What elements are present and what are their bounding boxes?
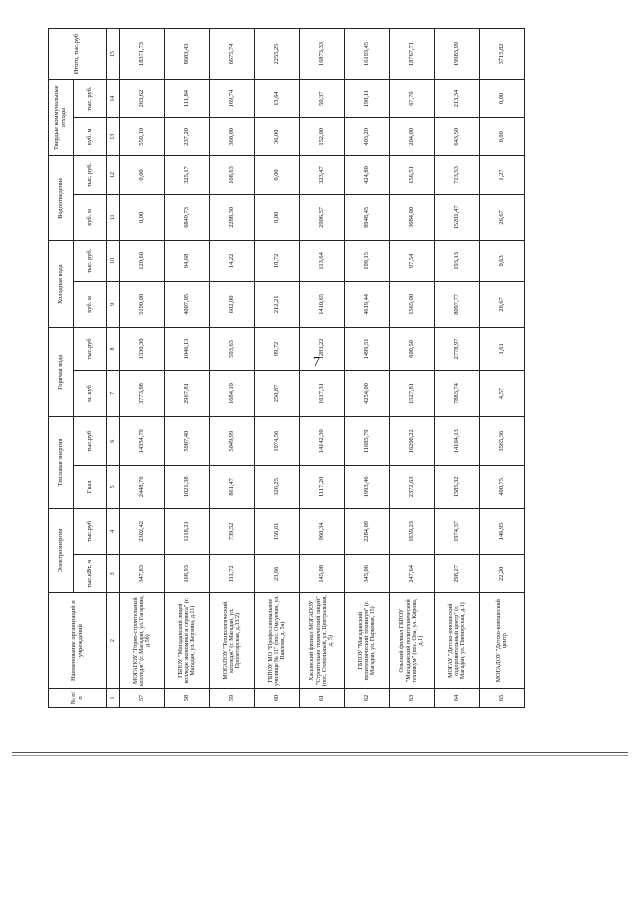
value-cell: 263,62 [120, 79, 165, 117]
column-number: 15 [107, 29, 120, 80]
value-cell: 168,93 [165, 555, 210, 593]
value-cell: 23,66 [255, 555, 300, 593]
value-cell: 6675,74 [210, 29, 255, 80]
column-number: 7 [107, 370, 120, 417]
value-cell: 16873,33 [300, 29, 345, 80]
value-cell: 3715,82 [480, 29, 525, 80]
value-cell: 111,84 [165, 79, 210, 117]
organization-name: ГБПОУ "Магаданский лицей колледж экономики и сервиса" (г. Магадан, ул. Берзина, д.11) [165, 593, 210, 688]
value-cell: 4254,00 [345, 370, 390, 417]
value-cell: 2372,63 [390, 466, 435, 508]
value-cell: 204,00 [390, 118, 435, 156]
row-number: 64 [435, 688, 480, 707]
value-cell: 739,52 [210, 508, 255, 555]
value-cell: 8948,45 [345, 194, 390, 241]
value-cell: 2778,97 [435, 328, 480, 370]
value-cell: 600,50 [390, 328, 435, 370]
value-cell: 8097,77 [435, 281, 480, 328]
value-cell: 1117,20 [300, 466, 345, 508]
value-cell: 13,64 [255, 79, 300, 117]
header-sewerage: Водоотведение [49, 156, 74, 241]
value-cell: 5190,00 [120, 281, 165, 328]
value-cell: 113,64 [300, 241, 345, 281]
subheader-cell: тыс.руб [74, 328, 107, 370]
value-cell: 2448,76 [120, 466, 165, 508]
value-cell: 6849,73 [165, 194, 210, 241]
organization-name: МОГАДОУ "Детско-юношеский центр [480, 593, 525, 688]
column-number: 12 [107, 156, 120, 194]
value-cell: 212,21 [255, 281, 300, 328]
header-cold-water: Холодная вода [49, 241, 74, 328]
value-cell: 325,17 [165, 156, 210, 194]
page-number: 7 [313, 355, 320, 370]
value-cell: 36,00 [255, 118, 300, 156]
organization-name: МОГАПОУ "Технологический колледж" (г. Магадан, ул. Пролетарская, д.33/2) [210, 593, 255, 688]
value-cell: 1617,31 [300, 370, 345, 417]
value-cell: 0,00 [480, 118, 525, 156]
subheader-cell: тыс.руб [74, 508, 107, 555]
value-cell: 424,80 [345, 156, 390, 194]
value-cell: 50,37 [300, 79, 345, 117]
value-cell: 713,53 [435, 156, 480, 194]
value-cell: 99,72 [255, 328, 300, 370]
page-rule-faint [12, 755, 628, 756]
row-number: 58 [165, 688, 210, 707]
table-row [210, 29, 255, 708]
value-cell: 4,57 [480, 370, 525, 417]
row-number: 63 [390, 688, 435, 707]
table-row [120, 29, 165, 708]
value-cell: 14354,79 [120, 417, 165, 466]
utilities-table [48, 28, 525, 708]
value-cell: 120,60 [120, 241, 165, 281]
value-cell: 643,50 [435, 118, 480, 156]
value-cell: 2288,30 [210, 194, 255, 241]
value-cell: 3565,36 [480, 417, 525, 466]
header-heat: Тепловая энергия [49, 417, 74, 508]
header-name: Наименование организаций и учреждений [49, 593, 107, 688]
organization-name: Ольский филиал ГБПОУ "Магаданский политехнический техникум" (пос. Ола, ул. Кирова, д.1) [390, 593, 435, 688]
value-cell: 1974,56 [255, 417, 300, 466]
value-cell: 14,22 [210, 241, 255, 281]
value-cell: 19983,99 [435, 29, 480, 80]
value-cell: 97,54 [390, 241, 435, 281]
value-cell: 156,51 [390, 156, 435, 194]
subheader-cell: куб. м [74, 281, 107, 328]
table-row [480, 29, 525, 708]
subheader-cell: куб. м [74, 194, 107, 241]
value-cell: 108,63 [210, 156, 255, 194]
value-cell: 5049,99 [210, 417, 255, 466]
organization-name: МОГАУ "Детско-юношеский оздоровительный центр" (г. Магадан, ул. Пионерская, д.1) [435, 593, 480, 688]
column-number: 10 [107, 241, 120, 281]
value-cell: 18767,71 [390, 29, 435, 80]
row-number: 62 [345, 688, 390, 707]
value-cell: 1,27 [480, 156, 525, 194]
column-number: 13 [107, 118, 120, 156]
value-cell: 213,34 [435, 79, 480, 117]
column-number: 4 [107, 508, 120, 555]
subheader-cell: тыс. руб. [74, 156, 107, 194]
value-cell: 193,13 [435, 241, 480, 281]
subheader-cell: Гкал [74, 466, 107, 508]
column-number: 2 [107, 593, 120, 688]
organization-name: ГБПОУ МО "Профессиональное училище № 11" (пос. Омсукчан, ул. Павлова, д. 5а) [255, 593, 300, 688]
value-cell: 4619,44 [345, 281, 390, 328]
value-cell: 602,00 [210, 281, 255, 328]
row-number: 65 [480, 688, 525, 707]
value-cell: 1565,00 [390, 281, 435, 328]
value-cell: 1330,30 [120, 328, 165, 370]
column-number: 3 [107, 555, 120, 593]
subheader-cell: тыс. руб. [74, 79, 107, 117]
organization-name: Хасынский филиал МОГАПОУ "Строительно технический лицей" (пос. Стекольный, ул. Центральная, д. 5) [300, 593, 345, 688]
value-cell: 146,95 [480, 508, 525, 555]
value-cell: 8683,43 [165, 29, 210, 80]
row-number: 59 [210, 688, 255, 707]
value-cell: 1974,37 [435, 508, 480, 555]
value-cell: 1639,23 [390, 508, 435, 555]
subheader-cell: тыс. руб. [74, 241, 107, 281]
value-cell: 18371,73 [120, 29, 165, 80]
value-cell: 403,20 [345, 118, 390, 156]
column-number: 1 [107, 688, 120, 707]
value-cell: 7883,74 [435, 370, 480, 417]
value-cell: 400,75 [480, 466, 525, 508]
value-cell: 2255,25 [255, 29, 300, 80]
header-electricity: Электроэнергия [49, 508, 74, 593]
row-number: 57 [120, 688, 165, 707]
row-number: 60 [255, 688, 300, 707]
value-cell: 3084,00 [390, 194, 435, 241]
value-cell: 1283,22 [300, 328, 345, 370]
value-cell: 0,00 [480, 79, 525, 117]
value-cell: 1499,51 [345, 328, 390, 370]
column-number: 9 [107, 281, 120, 328]
value-cell: 145,08 [300, 555, 345, 593]
value-cell: 345,06 [345, 555, 390, 593]
value-cell: 190,11 [345, 79, 390, 117]
value-cell: 323,47 [300, 156, 345, 194]
value-cell: 67,70 [390, 79, 435, 117]
subheader-cell: тыс.руб [74, 417, 107, 466]
value-cell: 347,83 [120, 555, 165, 593]
column-number: 11 [107, 194, 120, 241]
value-cell: 169,74 [210, 79, 255, 117]
value-cell: 326,25 [255, 466, 300, 508]
value-cell: 1684,10 [210, 370, 255, 417]
header-waste: Твердые коммунальные отходы [49, 79, 74, 155]
value-cell: 0,00 [120, 194, 165, 241]
value-cell: 16206,22 [390, 417, 435, 466]
organization-name: ГБПОУ "Магаданский политехнический техникум" (г. Магадан, ул. Парковая, 15) [345, 593, 390, 688]
value-cell: 156,61 [255, 508, 300, 555]
value-cell: 152,00 [300, 118, 345, 156]
value-cell: 247,64 [390, 555, 435, 593]
value-cell: 1,61 [480, 328, 525, 370]
value-cell: 0,00 [255, 194, 300, 241]
subheader-cell: тыс.кВт. ч [74, 555, 107, 593]
value-cell: 2906,57 [300, 194, 345, 241]
column-number: 14 [107, 79, 120, 117]
value-cell: 0,63 [480, 241, 525, 281]
value-cell: 1585,32 [435, 466, 480, 508]
value-cell: 26,67 [480, 194, 525, 241]
column-number: 8 [107, 328, 120, 370]
value-cell: 559,10 [120, 118, 165, 156]
value-cell: 111,72 [210, 555, 255, 593]
value-cell: 1046,13 [165, 328, 210, 370]
table-body [107, 29, 525, 708]
table-row [390, 29, 435, 708]
value-cell: 1527,81 [390, 370, 435, 417]
value-cell: 298,27 [435, 555, 480, 593]
value-cell: 960,34 [300, 508, 345, 555]
value-cell: 1021,38 [165, 466, 210, 508]
value-cell: 14104,13 [435, 417, 480, 466]
page-rule [12, 752, 628, 753]
row-number: 61 [300, 688, 345, 707]
value-cell: 14142,30 [300, 417, 345, 466]
value-cell: 593,63 [210, 328, 255, 370]
value-cell: 360,00 [210, 118, 255, 156]
value-cell: 0,00 [120, 156, 165, 194]
value-cell: 3773,98 [120, 370, 165, 417]
value-cell: 237,20 [165, 118, 210, 156]
value-cell: 2967,81 [165, 370, 210, 417]
column-number: 5 [107, 466, 120, 508]
value-cell: 26,67 [480, 281, 525, 328]
value-cell: 1993,46 [345, 466, 390, 508]
subheader-cell: куб. м [74, 118, 107, 156]
header-num: № п/п [49, 688, 107, 707]
organization-name: МОГАПОУ "Горно-строительный колледж" (г. Магадан, ул. Гагарина, д.5б) [120, 593, 165, 688]
value-cell: 15201,47 [435, 194, 480, 241]
value-cell: 1410,65 [300, 281, 345, 328]
value-cell: 11685,79 [345, 417, 390, 466]
rotated-table-frame [48, 28, 611, 708]
header-total: Итого, тыс.руб [49, 29, 107, 80]
value-cell: 250,87 [255, 370, 300, 417]
header-hot-water: Горячая вода [49, 328, 74, 417]
column-number-row [107, 29, 120, 708]
value-cell: 4007,05 [165, 281, 210, 328]
subheader-cell: м. куб [74, 370, 107, 417]
value-cell: 1118,21 [165, 508, 210, 555]
value-cell: 109,15 [345, 241, 390, 281]
value-cell: 5987,40 [165, 417, 210, 466]
value-cell: 861,47 [210, 466, 255, 508]
value-cell: 22,20 [480, 555, 525, 593]
value-cell: 2302,42 [120, 508, 165, 555]
table-row [165, 29, 210, 708]
column-number: 6 [107, 417, 120, 466]
table-row [345, 29, 390, 708]
table-row [435, 29, 480, 708]
value-cell: 16193,45 [345, 29, 390, 80]
value-cell: 0,00 [255, 156, 300, 194]
rotated-table-container [48, 28, 611, 708]
table-row [300, 29, 345, 708]
table-row [255, 29, 300, 708]
value-cell: 94,68 [165, 241, 210, 281]
value-cell: 2284,09 [345, 508, 390, 555]
value-cell: 10,72 [255, 241, 300, 281]
